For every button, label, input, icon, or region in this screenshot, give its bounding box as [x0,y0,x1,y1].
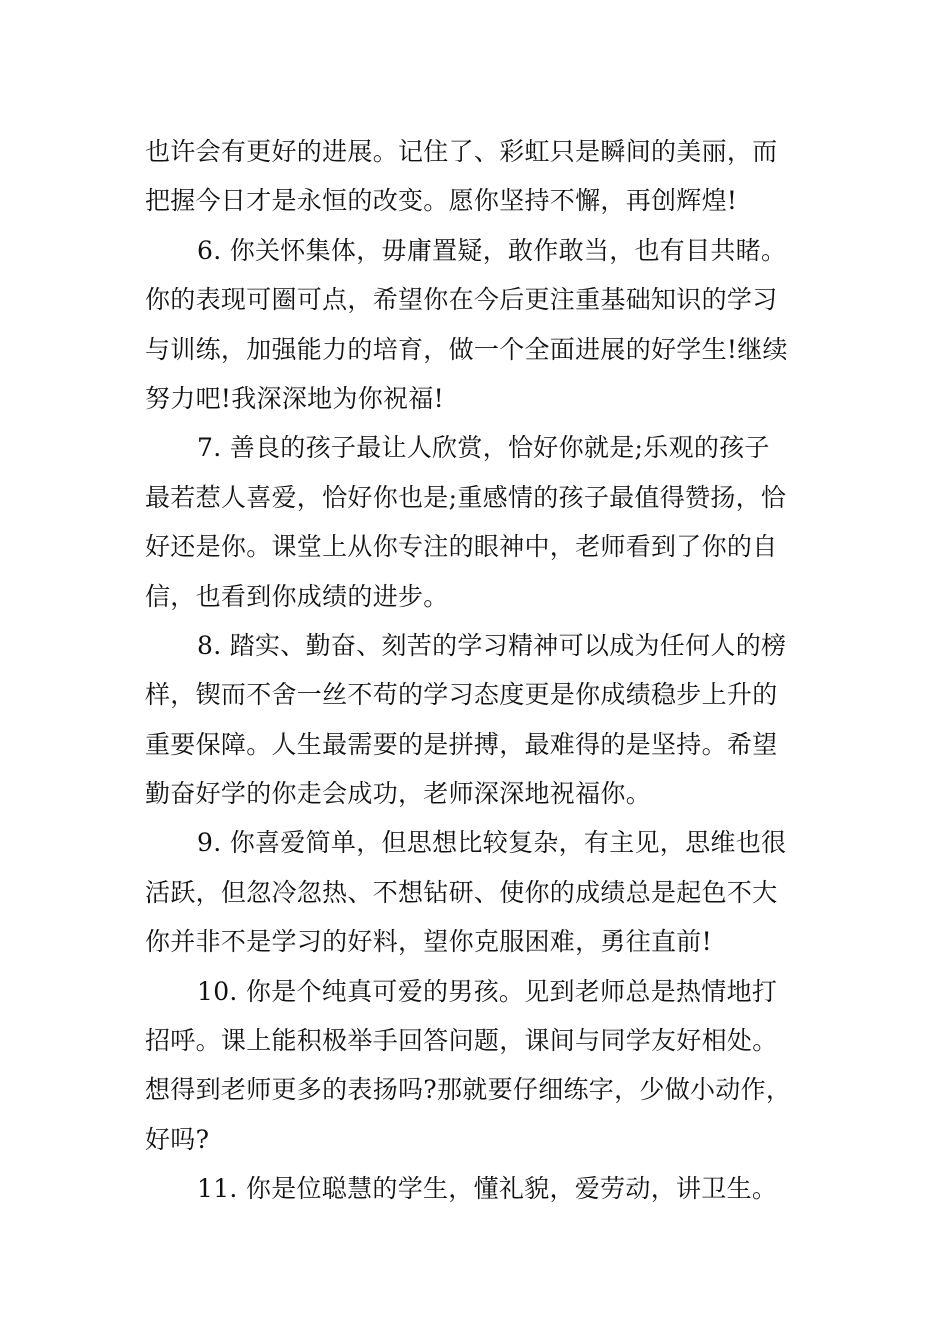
paragraph-start-line: 9. 你喜爱简单，但思想比较复杂，有主见，思维也很 [197,828,787,858]
text-line: 也许会有更好的进展。记住了、彩虹只是瞬间的美丽，而 [145,137,778,166]
paragraph-start-line: 11. 你是位聪慧的学生，懂礼貌，爱劳动，讲卫生。 [197,1174,778,1204]
text-line: 好吗? [145,1124,210,1154]
text-line: 活跃，但忽冷忽热、不想钻研、使你的成绩总是起色不大 [145,877,778,907]
text-line: 招呼。课上能积极举手回答问题，课间与同学友好相处。 [145,1026,778,1056]
text-line: 信，也看到你成绩的进步。 [145,581,449,611]
text-line: 你的表现可圈可点，希望你在今后更注重基础知识的学习 [145,285,778,315]
text-line: 把握今日才是永恒的改变。愿你坚持不懈，再创辉煌! [145,186,738,216]
text-line: 与训练，加强能力的培育，做一个全面进展的好学生!继续 [145,334,788,364]
paragraph-start-line: 7. 善良的孩子最让人欣赏，恰好你就是;乐观的孩子 [197,433,770,463]
paragraph-start-line: 6. 你关怀集体，毋庸置疑，敢作敢当，也有目共睹。 [197,235,787,265]
text-line: 样，锲而不舍一丝不苟的学习态度更是你成绩稳步上升的 [145,680,778,710]
document-body [145,127,810,1214]
text-line: 想得到老师更多的表扬吗?那就要仔细练字，少做小动作， [145,1075,792,1105]
text-line: 勤奋好学的你走会成功，老师深深地祝福你。 [145,779,652,809]
paragraph-start-line: 8. 踏实、勤奋、刻苦的学习精神可以成为任何人的榜 [197,630,787,660]
text-line: 最若惹人喜爱，恰好你也是;重感情的孩子最值得赞扬，恰 [145,482,787,512]
text-line: 你并非不是学习的好料，望你克服困难，勇往直前! [145,927,712,957]
text-line: 好还是你。课堂上从你专注的眼神中，老师看到了你的自 [145,532,778,562]
text-line: 重要保障。人生最需要的是拼搏，最难得的是坚持。希望 [145,729,778,759]
paragraph-start-line: 10. 你是个纯真可爱的男孩。见到老师总是热情地打 [197,976,778,1006]
text-line: 努力吧!我深深地为你祝福! [145,383,444,413]
